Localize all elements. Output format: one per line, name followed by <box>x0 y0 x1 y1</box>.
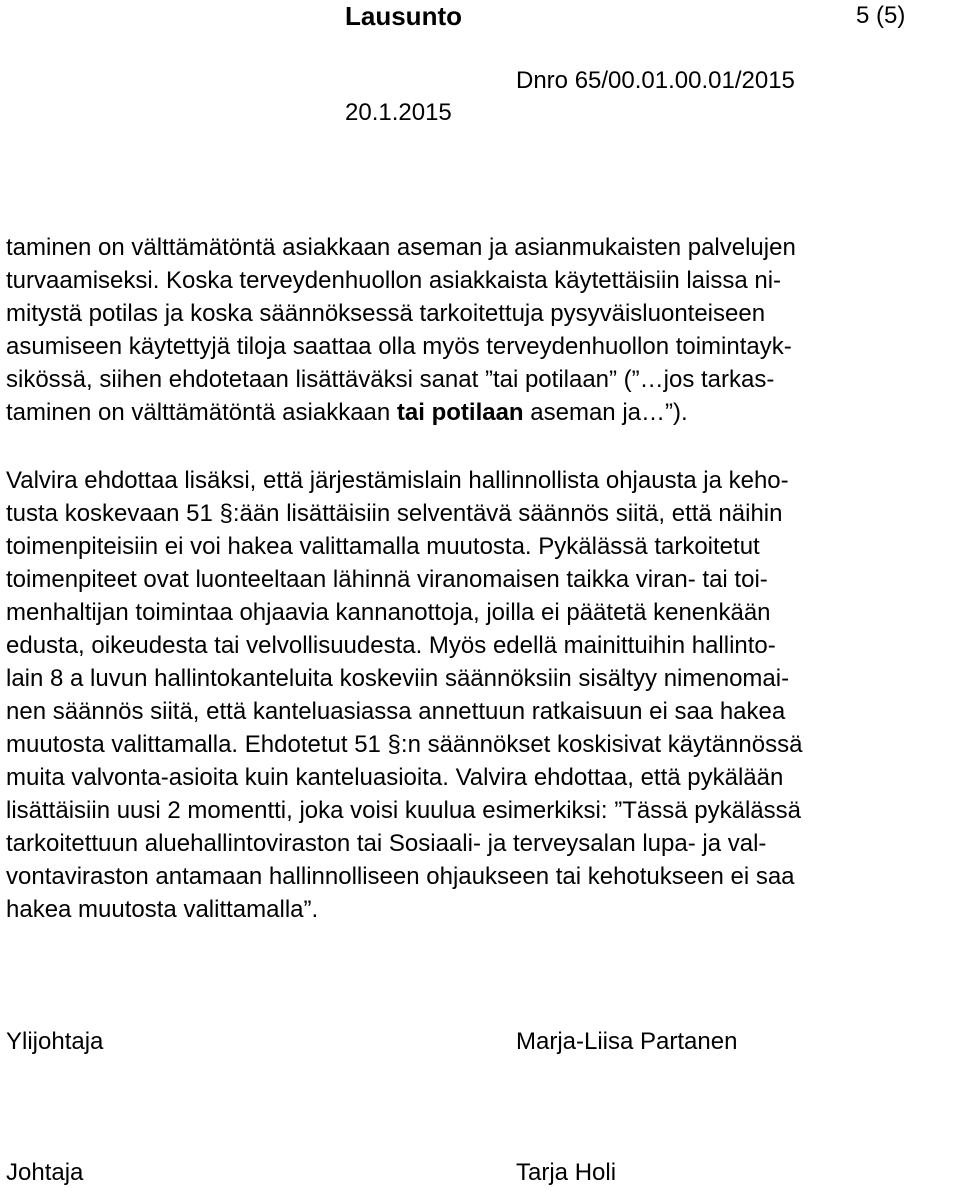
text-line: lain 8 a luvun hallintokanteluita koskeviin säännöksiin sisältyy nimenomai- <box>6 665 790 692</box>
document-body <box>6 231 956 926</box>
text-line: toimenpiteet ovat luonteeltaan lähinnä viranomaisen taikka viran- tai toi- <box>6 566 768 593</box>
text-line: taminen on välttämätöntä asiakkaan aseman ja asianmukaisten palvelujen <box>6 234 796 261</box>
text-line: sikössä, siihen ehdotetaan lisättäväksi sanat ”tai potilaan” (”…jos tarkas- <box>6 366 775 393</box>
text-line: nen säännös siitä, että kanteluasiassa annettuun ratkaisuun ei saa hakea <box>6 698 786 725</box>
bold-text-run: tai potilaan <box>396 399 524 426</box>
text-line: lisättäisiin uusi 2 momentti, joka voisi kuulua esimerkiksi: ”Tässä pykälässä <box>6 797 801 824</box>
document-type-title: Lausunto <box>345 1 462 31</box>
text-line: tarkoitettuun aluehallintoviraston tai Sosiaali- ja terveysalan lupa- ja val- <box>6 830 767 857</box>
text-run: taminen on välttämätöntä asiakkaan <box>6 399 397 426</box>
document-date: 20.1.2015 <box>345 99 452 126</box>
text-line: vontaviraston antamaan hallinnolliseen ohjaukseen tai kehotukseen ei saa <box>6 863 795 890</box>
text-line: turvaamiseksi. Koska terveydenhuollon asiakkaista käytettäisiin laissa ni- <box>6 267 782 294</box>
document-reference-number: Dnro 65/00.01.00.01/2015 <box>516 67 795 94</box>
paragraph-2 <box>6 464 956 926</box>
text-line: hakea muutosta valittamalla”. <box>6 896 319 923</box>
text-line <box>6 396 956 429</box>
text-line: mitystä potilas ja koska säännöksessä tarkoitettuja pysyväisluonteiseen <box>6 300 766 327</box>
text-line: asumiseen käytettyjä tiloja saattaa olla myös terveydenhuollon toimintayk- <box>6 333 792 360</box>
text-run: aseman ja…”). <box>523 399 688 426</box>
text-line: menhaltijan toimintaa ohjaavia kannanottoja, joilla ei päätetä kenenkään <box>6 599 771 626</box>
text-line: Valvira ehdottaa lisäksi, että järjestämislain hallinnollista ohjausta ja keho- <box>6 467 789 494</box>
signatory-name: Marja-Liisa Partanen <box>516 1028 738 1055</box>
signatory-title: Ylijohtaja <box>6 1028 104 1055</box>
signatory-title: Johtaja <box>6 1159 84 1186</box>
text-line: toimenpiteisiin ei voi hakea valittamalla muutosta. Pykälässä tarkoitetut <box>6 533 760 560</box>
paragraph-1 <box>6 231 956 429</box>
text-line: tusta koskevaan 51 §:ään lisättäisiin selventävä säännös siitä, että näihin <box>6 500 783 527</box>
page-number: 5 (5) <box>856 2 906 29</box>
text-line: muutosta valittamalla. Ehdotetut 51 §:n säännökset koskisivat käytännössä <box>6 731 803 758</box>
text-line: muita valvonta-asioita kuin kanteluasioita. Valvira ehdottaa, että pykälään <box>6 764 784 791</box>
signatory-name: Tarja Holi <box>516 1159 617 1186</box>
text-line: edusta, oikeudesta tai velvollisuudesta. Myös edellä mainittuihin hallinto- <box>6 632 776 659</box>
